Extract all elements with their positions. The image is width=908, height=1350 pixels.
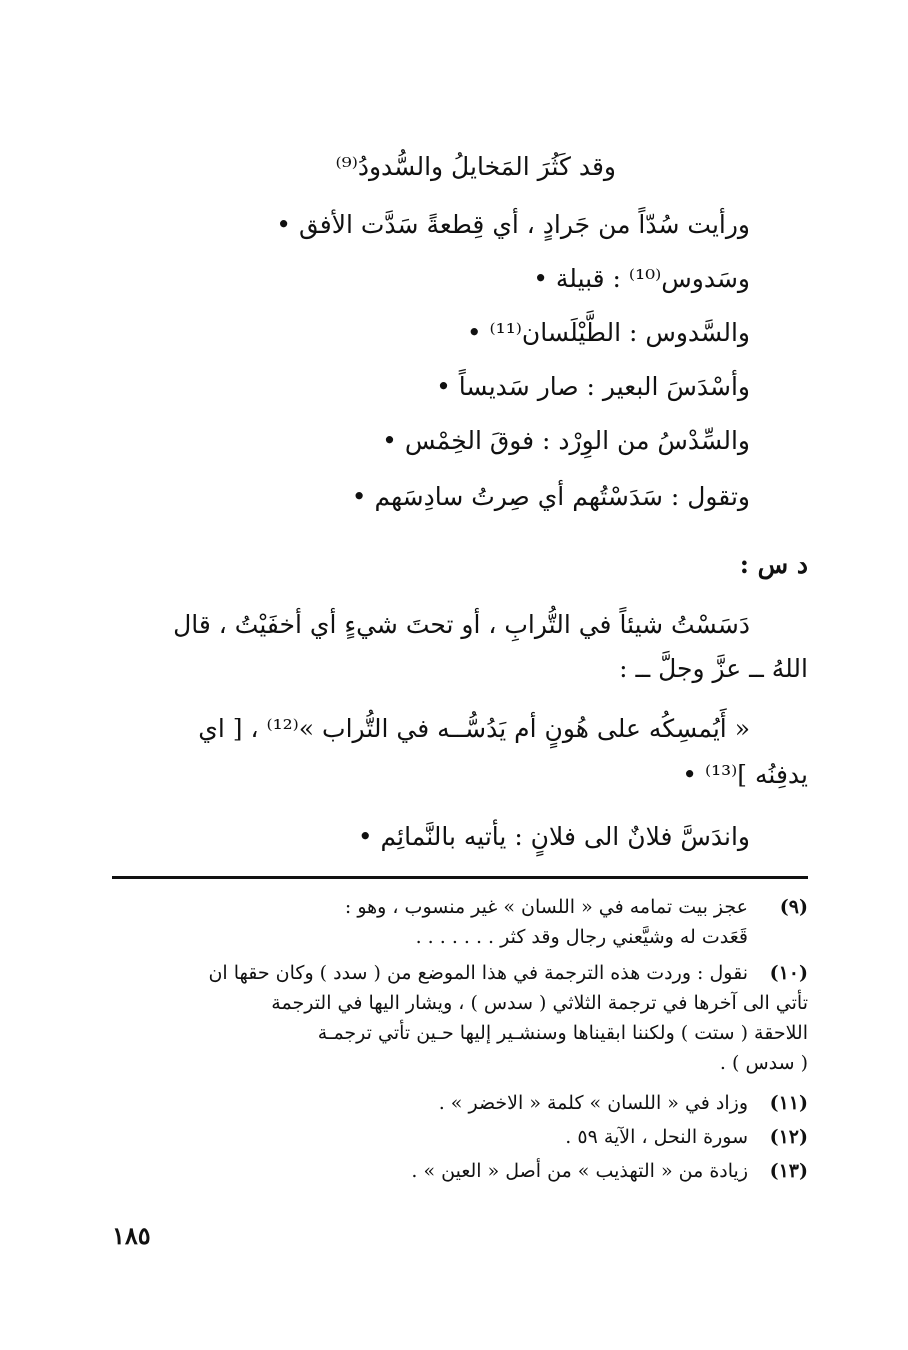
body-line: واندَسَّ فلانٌ الى فلانٍ : يأتيه بالنَّمائِم • <box>357 822 750 851</box>
page-number: ١٨٥ <box>112 1221 151 1250</box>
body-line: وتقول : سَدَسْتُهم أي صِرتُ سادِسَهم • <box>351 482 750 511</box>
footnote-line: وزاد في « اللسان » كلمة « الاخضر » . <box>438 1092 748 1114</box>
verse-line: وقد كَثُرَ المَخايلُ والسُّدودُ⁽⁹⁾ <box>335 152 616 181</box>
footnote-number: (١٠) <box>769 962 808 984</box>
footnote-line: تأتي الى آخرها في ترجمة الثلاثي ( سدس ) ، ويشار اليها في الترجمة <box>271 992 808 1014</box>
footnote-number: (١٢) <box>769 1126 808 1148</box>
body-line: ورأيت سُدّاً من جَرادٍ ، أي قِطعةً سَدَّت الأفق • <box>276 210 750 239</box>
footnote-line: اللاحقة ( ستت ) ولكننا ابقيناها وسنشـير إليها حـين تأتي ترجمـة <box>317 1022 808 1044</box>
footnote-number: (١٣) <box>769 1160 808 1182</box>
body-line: دَسَسْتُ شيئاً في التُّرابِ ، أو تحتَ شيءٍ أي أخفَيْتُ ، قال <box>173 610 750 639</box>
body-line: والسَّدوس : الطَّيْلَسان⁽¹¹⁾ • <box>466 318 750 347</box>
footnote-line: قَعَدت له وشيَّعني رجال وقد كثر . . . . . . . <box>415 926 748 948</box>
body-line: وأسْدَسَ البعير : صار سَديساً • <box>436 372 750 401</box>
footnote-line: زيادة من « التهذيب » من أصل « العين » . <box>411 1160 748 1182</box>
section-heading: د س : <box>739 550 808 579</box>
footnote-line: ( سدس ) . <box>719 1052 808 1074</box>
footnote-line: سورة النحل ، الآية ٥٩ . <box>565 1126 748 1148</box>
body-line: اللهُ ــ عزَّ وجلَّ ــ : <box>619 654 808 683</box>
footnote-number: (١١) <box>769 1092 808 1114</box>
body-line: وسَدوس⁽¹⁰⁾ : قبيلة • <box>533 264 750 293</box>
quote-line: يدفِنُه ]⁽¹³⁾ • <box>682 760 808 789</box>
body-line: والسِّدْسُ من الوِرْد : فوقَ الخِمْس • <box>382 426 750 455</box>
footnote-line: نقول : وردت هذه الترجمة في هذا الموضع من ( سدد ) وكان حقها ان <box>208 962 748 984</box>
footnote-number: (٩) <box>779 896 808 918</box>
footnote-line: عجز بيت تمامه في « اللسان » غير منسوب ، وهو : <box>344 896 748 918</box>
quote-line: « أَيُمسِكُه على هُونٍ أم يَدُسُّــه في التُّراب »⁽¹²⁾ ، [ اي <box>198 714 750 743</box>
footnote-divider <box>112 876 808 879</box>
